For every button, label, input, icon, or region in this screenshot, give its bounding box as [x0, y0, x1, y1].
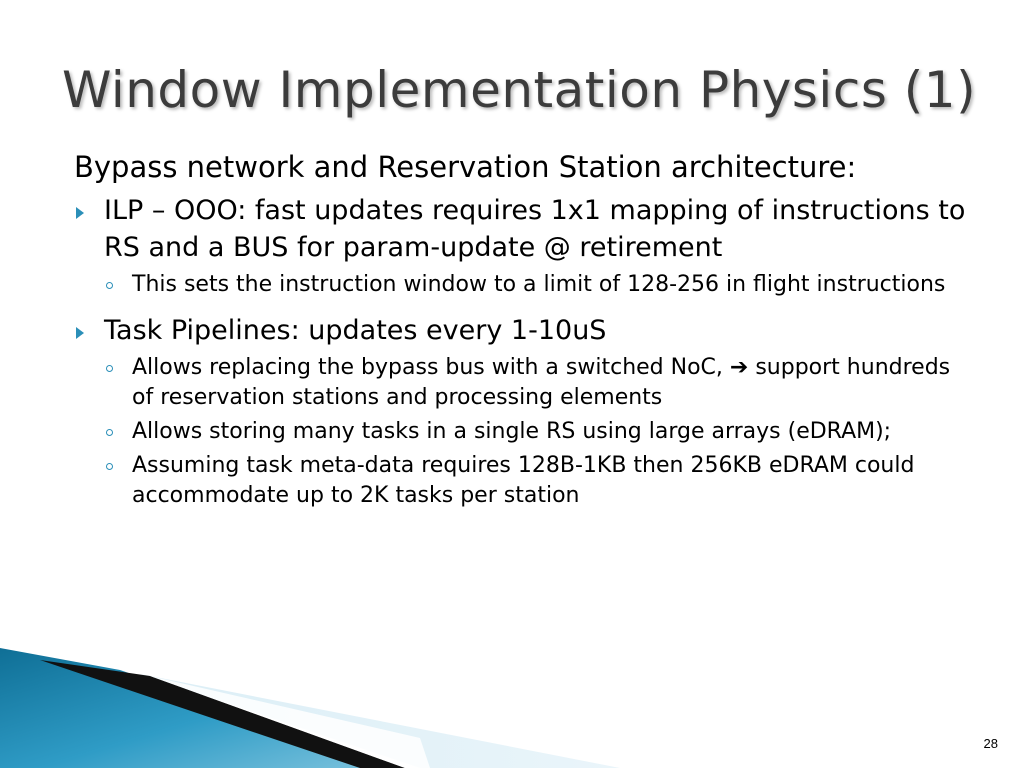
ring-bullet-icon: [106, 282, 113, 289]
intro-text: Bypass network and Reservation Station architecture:: [74, 150, 857, 184]
sub-bullet-task-metadata: [74, 451, 974, 511]
sub-bullet-text-continued: support hundreds of reservation stations and processing elements: [132, 355, 951, 410]
sub-bullet-text: Allows storing many tasks in a single RS using large arrays (eDRAM);: [132, 419, 892, 444]
ring-bullet-icon: [106, 365, 113, 372]
triangle-bullet-icon: [76, 327, 84, 339]
sub-bullet-storing-tasks: [74, 417, 974, 447]
sub-bullet-text: Assuming task meta-data requires 128B-1KB then 256KB eDRAM could accommodate up to 2K tasks per station: [132, 453, 915, 508]
slide-body: [74, 148, 974, 515]
sub-bullet-text: This sets the instruction window to a limit of 128-256 in flight instructions: [132, 272, 946, 297]
ring-bullet-icon: [106, 429, 113, 436]
bullet-text: ILP – OOO: fast updates requires 1x1 mapping of instructions to RS and a BUS for param-update @ retirement: [104, 195, 966, 263]
triangle-bullet-icon: [76, 207, 84, 219]
decorative-wave: [0, 640, 1024, 768]
sub-bullet-text: Allows replacing the bypass bus with a switched NoC,: [132, 355, 723, 380]
slide-title: Window Implementation Physics (1): [62, 61, 977, 119]
bullet-text: Task Pipelines: updates every 1-10uS: [104, 315, 607, 346]
bullet-task-pipelines: [74, 312, 974, 349]
ring-bullet-icon: [106, 463, 113, 470]
right-arrow-icon: ➔: [729, 355, 756, 380]
bullet-ilp-ooo: [74, 192, 974, 266]
sub-bullet-window-limit: [74, 270, 974, 300]
sub-bullet-switched-noc: [74, 353, 974, 413]
page-number: 28: [983, 736, 998, 751]
